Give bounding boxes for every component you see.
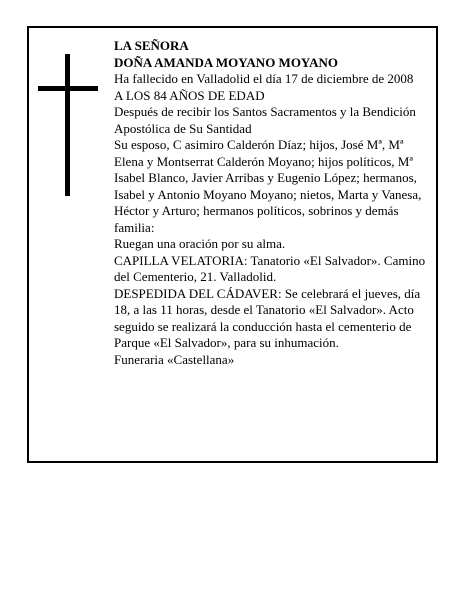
farewell-info: DESPEDIDA DEL CÁDAVER: Se celebrará el jueves, día 18, a las 11 horas, desde el Tanatorio «El Salvador». Acto seguido se realizará la conducción hasta el cementerio de Parque «El Salvador», para su inhumación.	[114, 285, 421, 350]
notice-title: LA SEÑORA	[114, 38, 189, 53]
obituary-text	[114, 38, 426, 368]
deceased-name: DOÑA AMANDA MOYANO MOYANO	[114, 54, 339, 70]
chapel-info: CAPILLA VELATORIA: Tanatorio «El Salvador». Camino del Cementerio, 21. Valladolid.	[114, 252, 426, 284]
family-list: Su esposo, C asimiro Calderón Díaz; hijos, José Mª, Mª Elena y Montserrat Calderón Moyano; hijos políticos, Mª Isabel Blanco, Javier Arribas y Eugenio López; hermanos, Isabel y Antonio Moyano Moyano; nietos, Marta y Vanesa, Héctor y Arturo; hermanos políticos, sobrinos y demás familia:	[114, 137, 422, 235]
death-info: Ha fallecido en Valladolid el día 17 de diciembre de 2008	[114, 71, 414, 86]
sacraments-line: Después de recibir los Santos Sacramentos y la Bendición Apostólica de Su Santidad	[114, 104, 416, 136]
cross-icon	[38, 54, 98, 196]
cross-horizontal-bar	[38, 86, 98, 91]
funeral-home: Funeraria «Castellana»	[114, 351, 235, 367]
cross-vertical-bar	[65, 54, 70, 196]
age-line: A LOS 84 AÑOS DE EDAD	[114, 87, 265, 103]
prayer-request: Ruegan una oración por su alma.	[114, 236, 286, 251]
